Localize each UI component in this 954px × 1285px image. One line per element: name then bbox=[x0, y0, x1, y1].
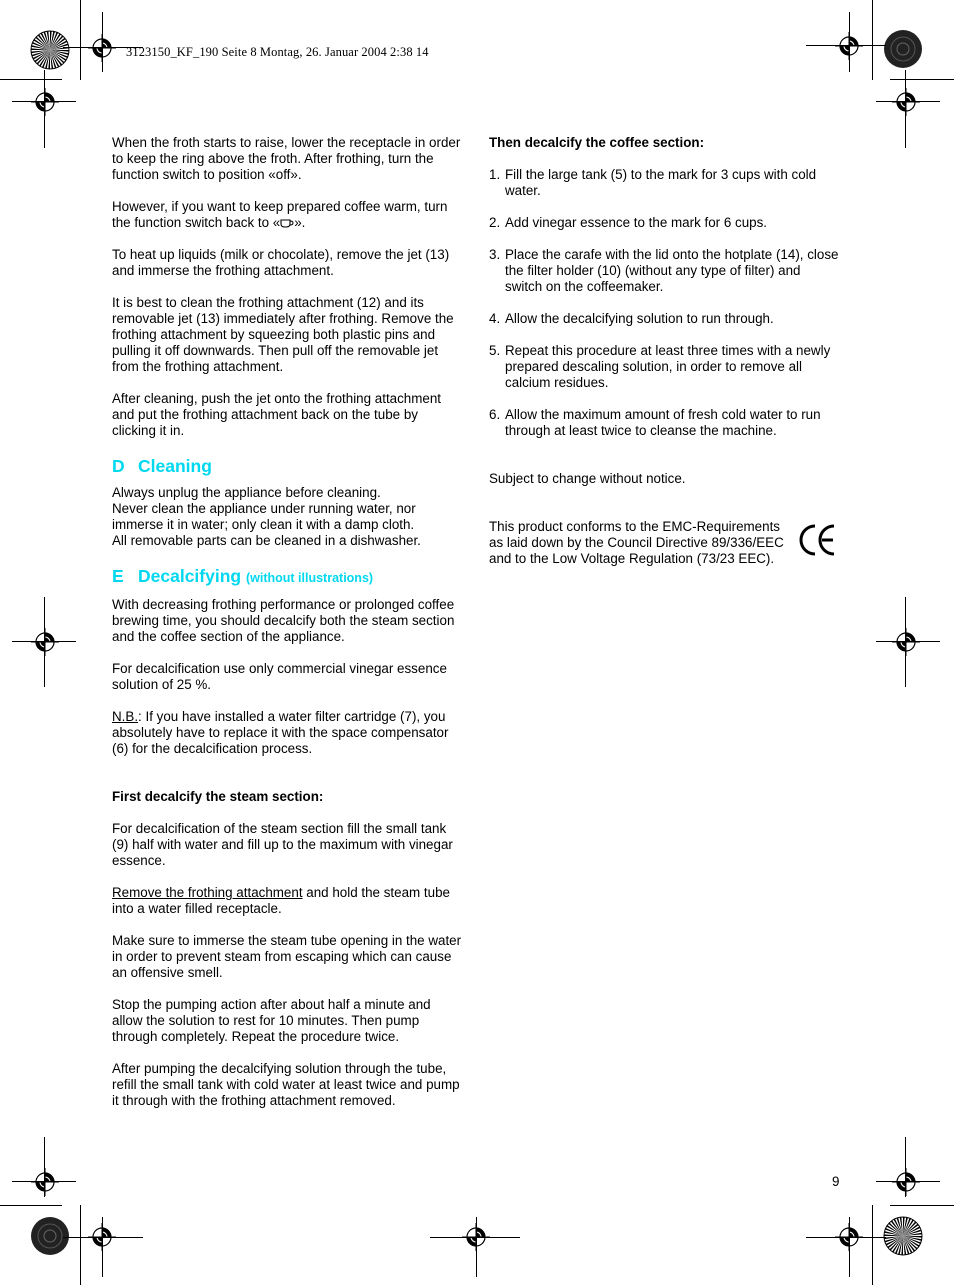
notice-text: Subject to change without notice. bbox=[489, 471, 686, 486]
paragraph: With decreasing frothing performance or prolonged coffee brewing time, you should decalcify both the steam section and the coffee section of the appliance. bbox=[112, 597, 455, 644]
guide-line bbox=[12, 641, 76, 642]
guide-line bbox=[876, 1181, 940, 1182]
list-item: 4. Allow the decalcifying solution to run through. bbox=[489, 311, 774, 326]
paragraph: Stop the pumping action after about half a minute and allow the solution to rest for 10 minutes. Then pump through completely. Repeat the procedure twice. bbox=[112, 997, 431, 1044]
guide-line bbox=[44, 597, 45, 687]
guide-line bbox=[102, 12, 103, 72]
conformity-text: This product conforms to the EMC-Requirements as laid down by the Council Directive 89/336/EEC and to the Low Voltage Regulation (73/23 EEC). bbox=[489, 519, 784, 566]
guide-line bbox=[905, 1137, 906, 1197]
guide-line bbox=[849, 12, 850, 72]
color-wheel-mark bbox=[883, 1216, 923, 1256]
page-number: 9 bbox=[832, 1174, 840, 1189]
guide-line bbox=[905, 597, 906, 687]
paragraph: For decalcification of the steam section fill the small tank (9) half with water and fill up to the maximum with vinegar essence. bbox=[112, 821, 453, 868]
crop-line bbox=[0, 79, 62, 80]
paragraph: However, if you want to keep prepared coffee warm, turn the function switch back to « ». bbox=[112, 199, 448, 230]
section-heading-decalcifying: E Decalcifying (without illustrations) bbox=[112, 566, 374, 586]
paragraph: When the froth starts to raise, lower the receptacle in order to keep the ring above the froth. After frothing, turn the function switch to position «off». bbox=[112, 135, 461, 182]
color-wheel-mark bbox=[30, 1216, 70, 1256]
guide-line bbox=[102, 1217, 103, 1277]
guide-line bbox=[430, 1237, 520, 1238]
guide-line bbox=[806, 45, 886, 46]
registration-mark bbox=[31, 1168, 59, 1196]
guide-line bbox=[44, 70, 45, 148]
conformity-block bbox=[489, 519, 841, 583]
crop-line bbox=[80, 1205, 81, 1285]
registration-mark bbox=[31, 88, 59, 116]
list-item: 3. Place the carafe with the lid onto the hotplate (14), close the filter holder (10) (without any type of filter) and switch on the coffeemaker. bbox=[489, 247, 839, 294]
list-item: 1. Fill the large tank (5) to the mark for 3 cups with cold water. bbox=[489, 167, 817, 198]
guide-line bbox=[806, 1237, 886, 1238]
print-slug: 3123150_KF_190 Seite 8 Montag, 26. Januar 2004 2:38 14 bbox=[126, 45, 429, 59]
paragraph: To heat up liquids (milk or chocolate), remove the jet (13) and immerse the frothing attachment. bbox=[112, 247, 450, 278]
crop-line bbox=[0, 1205, 62, 1206]
guide-line bbox=[849, 1217, 850, 1277]
subheading-steam: First decalcify the steam section: bbox=[112, 789, 324, 804]
paragraph: After pumping the decalcifying solution through the tube, refill the small tank with cold water at least twice and pump it through with the frothing attachment removed. bbox=[112, 1061, 460, 1108]
color-wheel-mark bbox=[883, 29, 923, 69]
color-wheel-mark bbox=[30, 30, 70, 70]
right-column bbox=[489, 135, 841, 583]
guide-line bbox=[12, 1181, 76, 1182]
paragraph: Make sure to immerse the steam tube opening in the water in order to prevent steam from escaping which can cause an offensive smell. bbox=[112, 933, 462, 980]
list-item: 5. Repeat this procedure at least three times with a newly prepared descaling solution, in order to remove all calcium residues. bbox=[489, 343, 831, 390]
guide-line bbox=[876, 641, 940, 642]
guide-line bbox=[476, 1217, 477, 1277]
guide-line bbox=[12, 101, 76, 102]
note-paragraph: N.B.: If you have installed a water filter cartridge (7), you absolutely have to replace it with the space compensator (6) for the decalcification process. bbox=[112, 709, 449, 756]
subheading-coffee: Then decalcify the coffee section: bbox=[489, 135, 705, 150]
paragraph: After cleaning, push the jet onto the frothing attachment and put the frothing attachment back on the tube by clicking it in. bbox=[112, 391, 442, 438]
guide-line bbox=[44, 1137, 45, 1197]
crop-line bbox=[872, 1205, 873, 1285]
crop-line bbox=[890, 79, 954, 80]
registration-mark bbox=[892, 1168, 920, 1196]
paragraph: It is best to clean the frothing attachment (12) and its removable jet (13) immediately after frothing. Remove the frothing attachment by squeezing both plastic pins and pulling it off downwards. Then pull off the removable jet from the frothing attachment. bbox=[112, 295, 454, 374]
left-column bbox=[112, 135, 464, 1125]
list-item: 2. Add vinegar essence to the mark for 6 cups. bbox=[489, 215, 768, 230]
guide-line bbox=[876, 101, 940, 102]
registration-mark bbox=[892, 628, 920, 656]
guide-line bbox=[905, 70, 906, 148]
step-list bbox=[489, 167, 841, 439]
paragraph: For decalcification use only commercial vinegar essence solution of 25 %. bbox=[112, 661, 451, 692]
crop-line bbox=[872, 0, 873, 80]
registration-mark bbox=[31, 628, 59, 656]
registration-mark bbox=[892, 88, 920, 116]
list-item: 6. Allow the maximum amount of fresh cold water to run through at least twice to cleanse the machine. bbox=[489, 407, 821, 438]
ce-mark-icon bbox=[799, 523, 837, 557]
paragraph: Remove the frothing attachment and hold the steam tube into a water filled receptacle. bbox=[112, 885, 450, 916]
cup-icon bbox=[280, 218, 294, 228]
crop-line bbox=[890, 1205, 954, 1206]
section-heading-cleaning: D Cleaning bbox=[112, 456, 212, 476]
guide-line bbox=[63, 1237, 143, 1238]
cleaning-text: Always unplug the appliance before cleaning. Never clean the appliance under running water, nor immerse it in water; only clean it with a damp cloth. All removable parts can be cleaned in a dishwasher. bbox=[112, 485, 421, 548]
crop-line bbox=[80, 0, 81, 80]
